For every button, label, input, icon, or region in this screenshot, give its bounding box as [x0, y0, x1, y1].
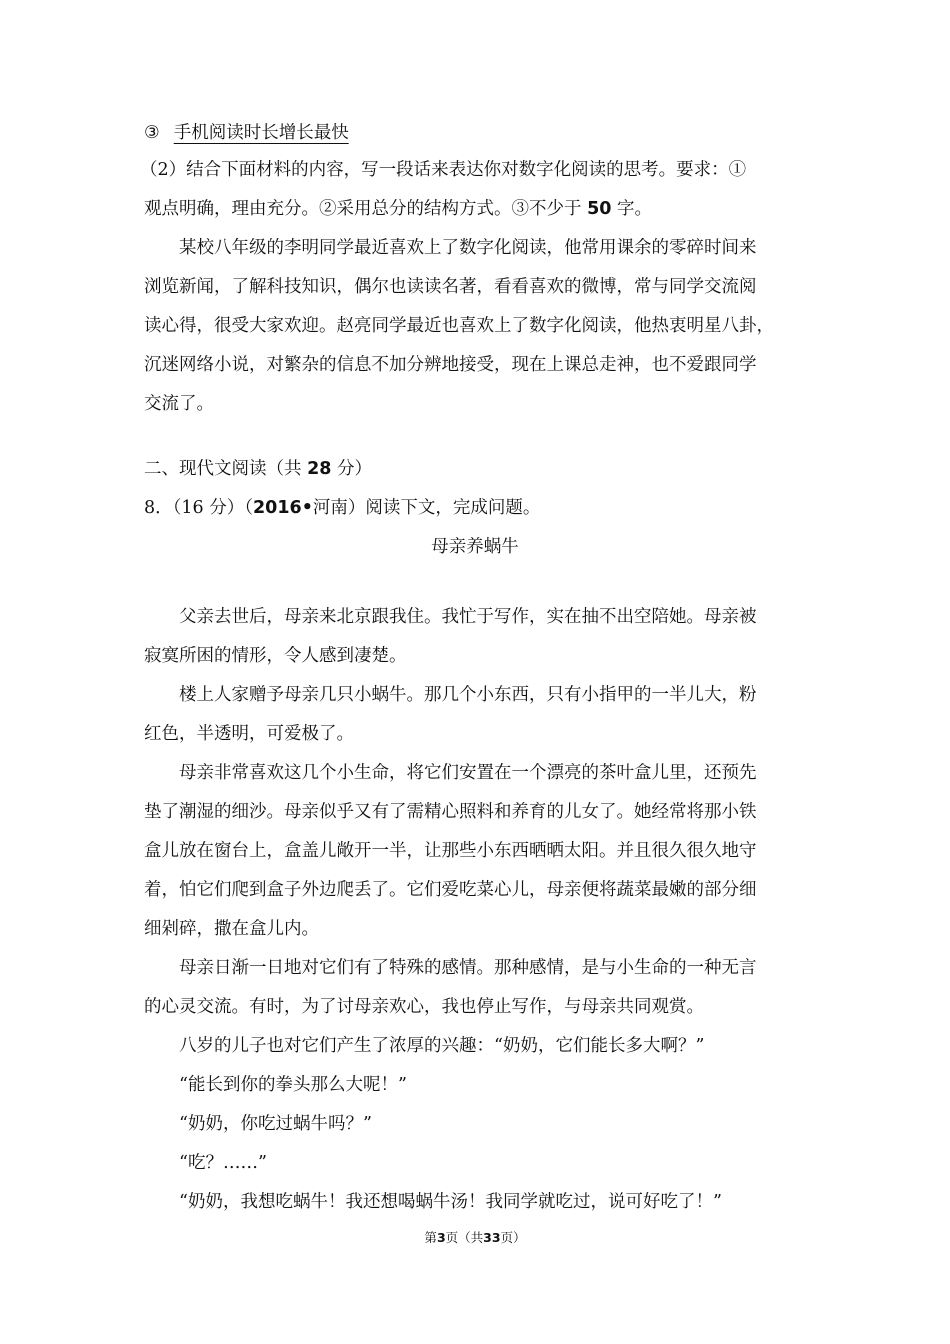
material-line: 某校八年级的李明同学最近喜欢上了数字化阅读，他常用课余的零碎时间来 — [179, 238, 757, 258]
circled-number-3: ③ — [144, 123, 160, 143]
article-line: 母亲日渐一日地对它们有了特殊的感情。那种感情，是与小生命的一种无言 — [179, 958, 757, 978]
material-line: 浏览新闻，了解科技知识，偶尔也读读名著，看看喜欢的微博，常与同学交流阅 — [144, 277, 757, 297]
dialogue-line: “吃？……” — [179, 1153, 267, 1173]
article-line: 盒儿放在窗台上，盒盖儿敞开一半，让那些小东西晒晒太阳。并且很久很久地守 — [144, 841, 757, 861]
article-line: 细剁碎，撒在盒儿内。 — [144, 919, 319, 939]
material-line: 沉迷网络小说，对繁杂的信息不加分辨地接受，现在上课总走神，也不爱跟同学 — [144, 355, 757, 375]
q8-header: 8．（16 分）（2016•河南）阅读下文，完成问题。 — [144, 498, 541, 518]
material-line: 读心得，很受大家欢迎。赵亮同学最近也喜欢上了数字化阅读，他热衷明星八卦， — [144, 316, 774, 336]
dialogue-line: “能长到你的拳头那么大呢！” — [179, 1075, 407, 1095]
dialogue-line: 八岁的儿子也对它们产生了浓厚的兴趣：“奶奶，它们能长多大啊？” — [179, 1036, 705, 1056]
q7-part2-line-1: （2）结合下面材料的内容，写一段话来表达你对数字化阅读的思考。要求：① — [140, 160, 747, 180]
article-line: 母亲非常喜欢这几个小生命，将它们安置在一个漂亮的茶叶盒儿里，还预先 — [179, 763, 757, 783]
article-line: 楼上人家赠予母亲几只小蜗牛。那几个小东西，只有小指甲的一半儿大，粉 — [179, 685, 757, 705]
q7-part2-line-2: 观点明确，理由充分。②采用总分的结构方式。③不少于 50 字。 — [144, 199, 653, 219]
q7-answer-3 — [144, 121, 809, 145]
dialogue-line: “奶奶，我想吃蜗牛！我还想喝蜗牛汤！我同学就吃过，说可好吃了！” — [179, 1192, 722, 1212]
section-2-heading: 二、现代文阅读（共 28 分） — [144, 459, 373, 479]
article-line: 寂寞所困的情形，令人感到凄楚。 — [144, 646, 407, 666]
dialogue-line: “奶奶，你吃过蜗牛吗？” — [179, 1114, 372, 1134]
article-line: 着，怕它们爬到盒子外边爬丢了。它们爱吃菜心儿，母亲便将蔬菜最嫩的部分细 — [144, 880, 757, 900]
article-line: 红色，半透明，可爱极了。 — [144, 724, 354, 744]
answer-underlined: 手机阅读时长增长最快 — [173, 123, 349, 143]
page-footer: 第3页（共33页） — [424, 1230, 526, 1245]
article-line: 垫了潮湿的细沙。母亲似乎又有了需精心照料和养育的儿女了。她经常将那小铁 — [144, 802, 757, 822]
article-line: 的心灵交流。有时，为了讨母亲欢心，我也停止写作，与母亲共同观赏。 — [144, 997, 704, 1017]
article-line: 父亲去世后，母亲来北京跟我住。我忙于写作，实在抽不出空陪她。母亲被 — [179, 607, 757, 627]
article-title: 母亲养蜗牛 — [431, 537, 519, 557]
material-line: 交流了。 — [144, 394, 214, 414]
